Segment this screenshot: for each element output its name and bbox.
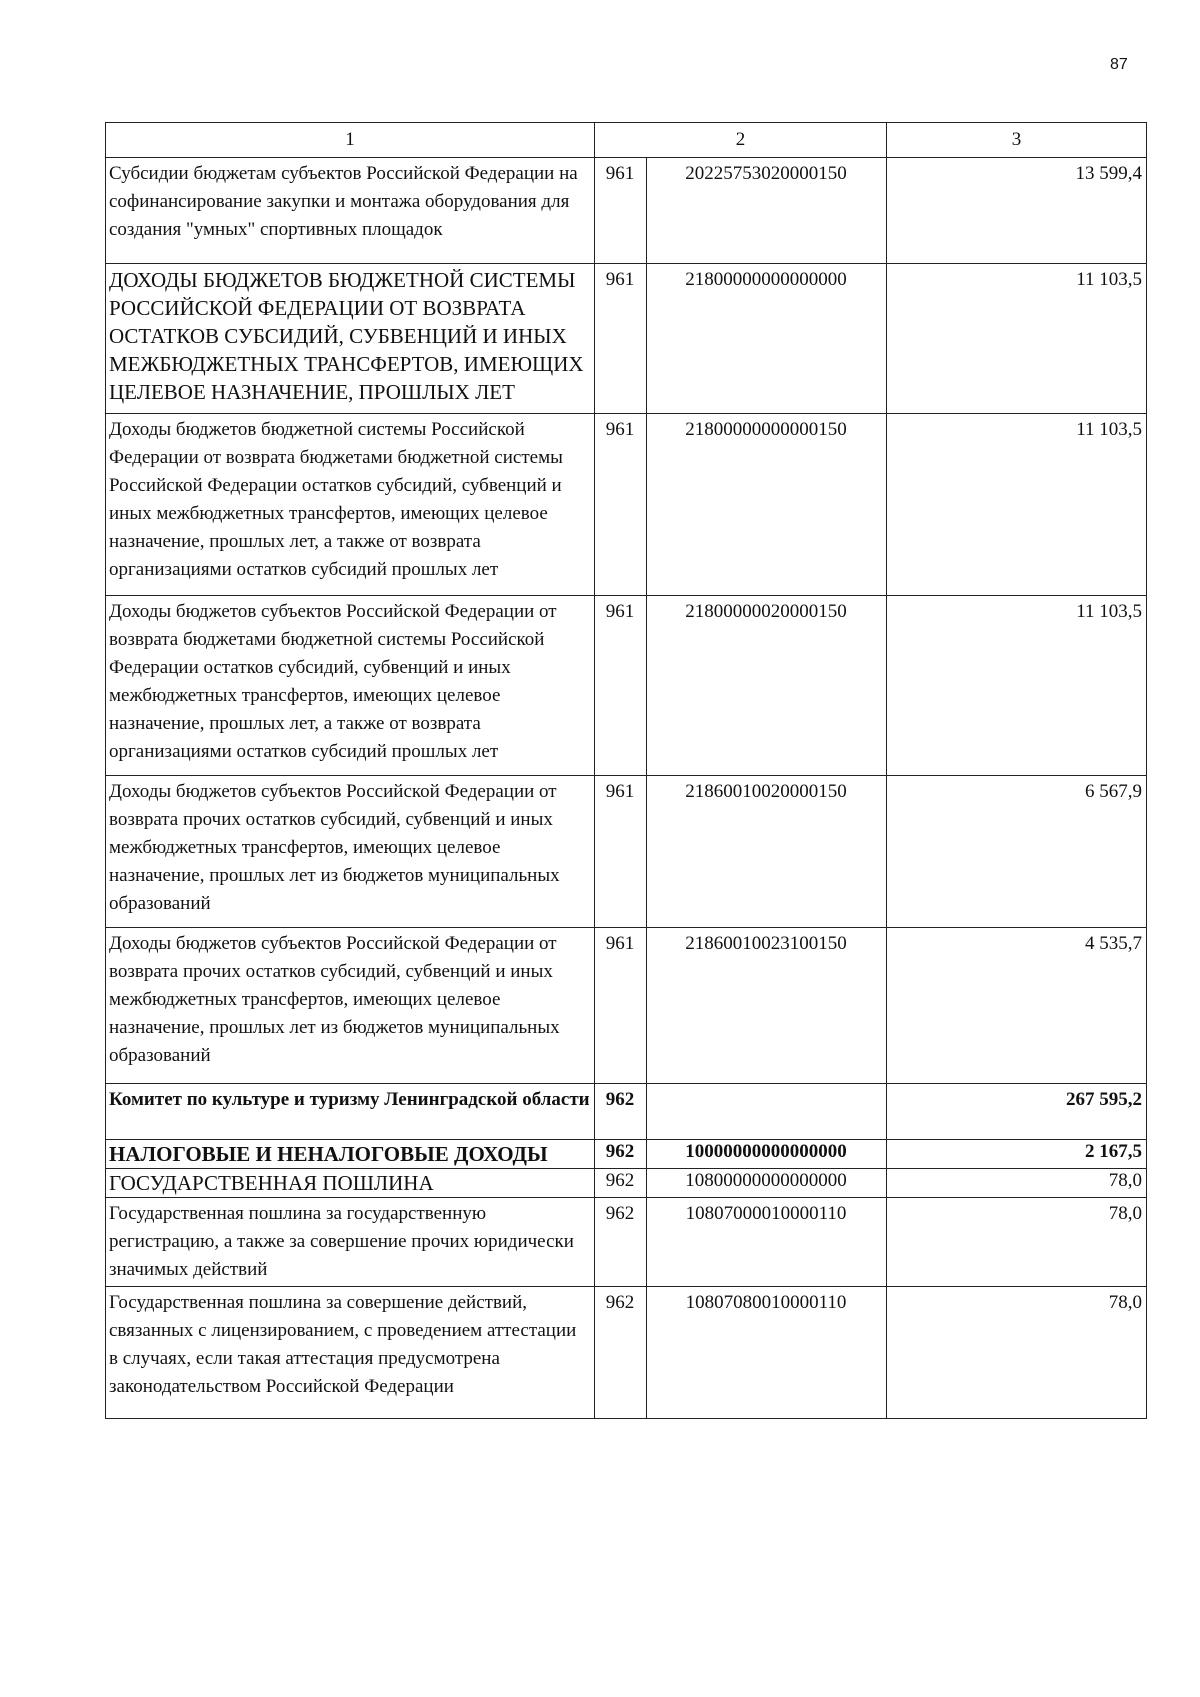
row-budget-code: 10000000000000000 [647,1140,887,1169]
table-row [106,1169,1147,1198]
row-admin-code: 961 [595,596,647,776]
row-budget-code: 10807080010000110 [647,1287,887,1419]
revenue-table [105,122,1147,1419]
table-header-row [106,123,1147,158]
row-amount: 13 599,4 [887,158,1147,264]
row-amount: 11 103,5 [887,264,1147,414]
table-row [106,414,1147,596]
row-budget-code: 20225753020000150 [647,158,887,264]
page-number: 87 [1110,56,1128,73]
row-budget-code: 21800000000000150 [647,414,887,596]
row-amount: 2 167,5 [887,1140,1147,1169]
table-row [106,928,1147,1084]
row-name: Доходы бюджетов субъектов Российской Федерации от возврата прочих остатков субсидий, субвенций и иных межбюджетных трансфертов, имеющих целевое назначение, прошлых лет из бюджетов муниципальных образований [106,928,595,1084]
row-budget-code: 21800000020000150 [647,596,887,776]
row-amount: 267 595,2 [887,1084,1147,1140]
row-name: ДОХОДЫ БЮДЖЕТОВ БЮДЖЕТНОЙ СИСТЕМЫ РОССИЙСКОЙ ФЕДЕРАЦИИ ОТ ВОЗВРАТА ОСТАТКОВ СУБСИДИЙ, СУБВЕНЦИЙ И ИНЫХ МЕЖБЮДЖЕТНЫХ ТРАНСФЕРТОВ, ИМЕЮЩИХ ЦЕЛЕВОЕ НАЗНАЧЕНИЕ, ПРОШЛЫХ ЛЕТ [106,264,595,414]
header-col-3: 3 [887,123,1147,158]
table-row [106,158,1147,264]
row-admin-code: 962 [595,1169,647,1198]
row-name: Доходы бюджетов субъектов Российской Федерации от возврата прочих остатков субсидий, субвенций и иных межбюджетных трансфертов, имеющих целевое назначение, прошлых лет из бюджетов муниципальных образований [106,776,595,928]
row-budget-code [647,1084,887,1140]
table-row [106,776,1147,928]
row-admin-code: 962 [595,1084,647,1140]
header-col-2: 2 [595,123,887,158]
row-amount: 11 103,5 [887,414,1147,596]
row-amount: 6 567,9 [887,776,1147,928]
header-col-1: 1 [106,123,595,158]
row-name: Доходы бюджетов субъектов Российской Федерации от возврата бюджетами бюджетной системы Российской Федерации остатков субсидий, субвенций и иных межбюджетных трансфертов, имеющих целевое назначение, прошлых лет, а также от возврата организациями остатков субсидий прошлых лет [106,596,595,776]
row-name: Доходы бюджетов бюджетной системы Российской Федерации от возврата бюджетами бюджетной системы Российской Федерации остатков субсидий, субвенций и иных межбюджетных трансфертов, имеющих целевое назначение, прошлых лет, а также от возврата организациями остатков субсидий прошлых лет [106,414,595,596]
row-amount: 78,0 [887,1198,1147,1287]
row-name: Государственная пошлина за совершение действий, связанных с лицензированием, с проведением аттестации в случаях, если такая аттестация предусмотрена законодательством Российской Федерации [106,1287,595,1419]
row-name: ГОСУДАРСТВЕННАЯ ПОШЛИНА [106,1169,595,1198]
table-row [106,264,1147,414]
row-name: Комитет по культуре и туризму Ленинградской области [106,1084,595,1140]
row-admin-code: 962 [595,1140,647,1169]
row-budget-code: 10807000010000110 [647,1198,887,1287]
row-name: Государственная пошлина за государственную регистрацию, а также за совершение прочих юридически значимых действий [106,1198,595,1287]
row-budget-code: 21860010020000150 [647,776,887,928]
row-budget-code: 21860010023100150 [647,928,887,1084]
row-budget-code: 10800000000000000 [647,1169,887,1198]
row-amount: 4 535,7 [887,928,1147,1084]
row-amount: 78,0 [887,1287,1147,1419]
row-admin-code: 961 [595,776,647,928]
table-row [106,1198,1147,1287]
row-amount: 78,0 [887,1169,1147,1198]
row-amount: 11 103,5 [887,596,1147,776]
row-admin-code: 961 [595,264,647,414]
row-admin-code: 961 [595,158,647,264]
table-row [106,1140,1147,1169]
table-row [106,1287,1147,1419]
row-admin-code: 961 [595,928,647,1084]
table-row [106,596,1147,776]
table-row [106,1084,1147,1140]
row-admin-code: 961 [595,414,647,596]
row-admin-code: 962 [595,1198,647,1287]
row-admin-code: 962 [595,1287,647,1419]
row-name: НАЛОГОВЫЕ И НЕНАЛОГОВЫЕ ДОХОДЫ [106,1140,595,1169]
row-name: Субсидии бюджетам субъектов Российской Федерации на софинансирование закупки и монтажа оборудования для создания "умных" спортивных площадок [106,158,595,264]
row-budget-code: 21800000000000000 [647,264,887,414]
